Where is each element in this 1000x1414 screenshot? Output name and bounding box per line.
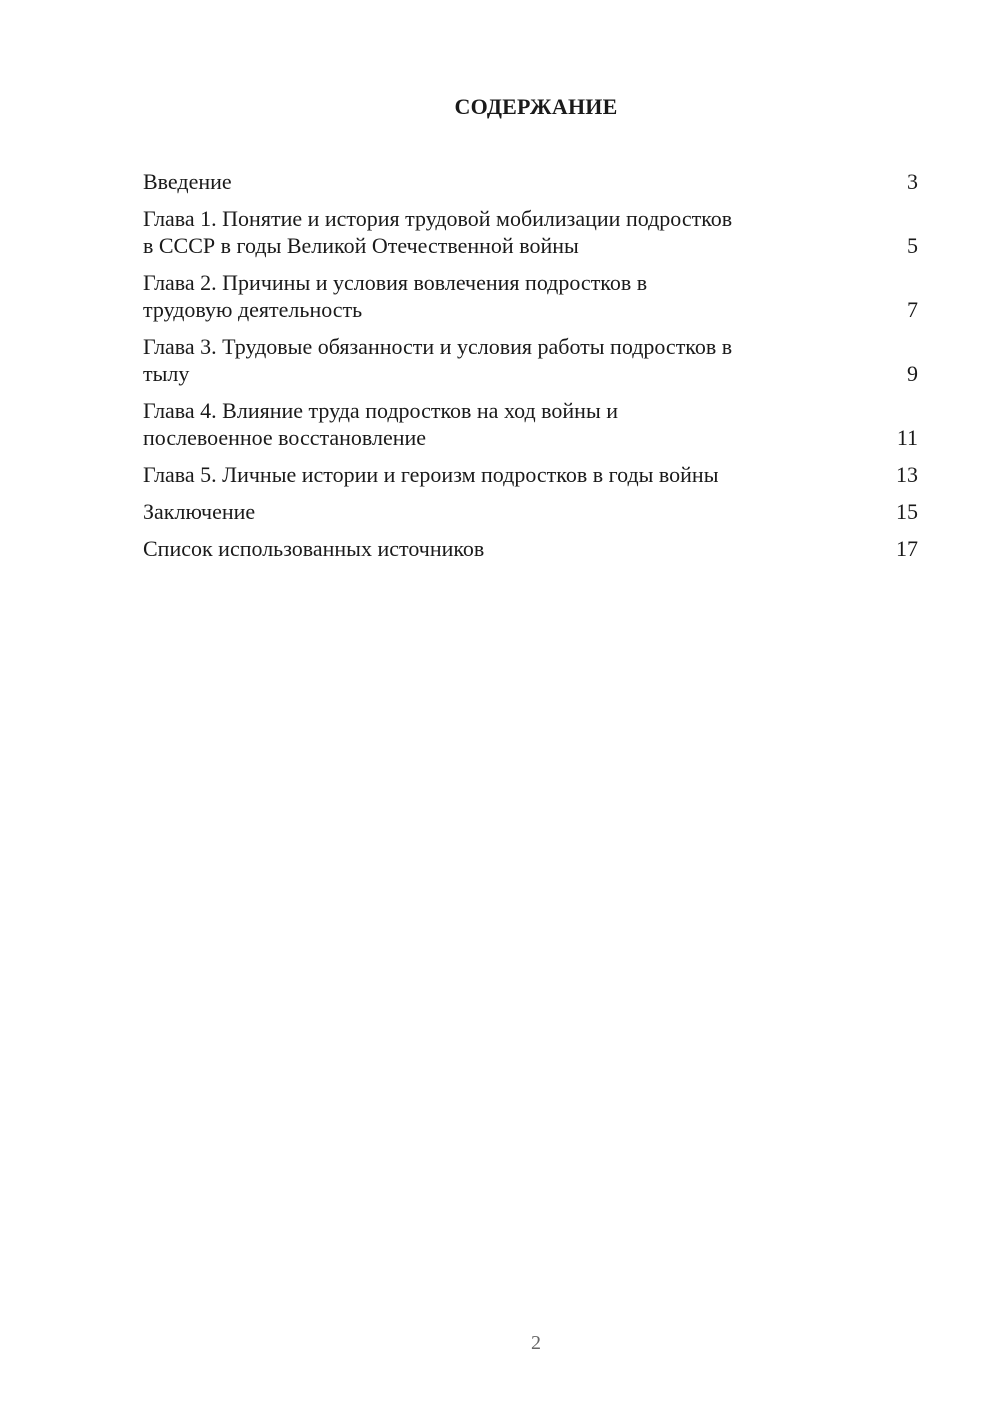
page-title: СОДЕРЖАНИЕ [454, 94, 618, 119]
toc-entry-chapter-3[interactable] [143, 333, 918, 387]
table-of-contents [143, 168, 918, 572]
toc-entry-line: Глава 2. Причины и условия вовлечения подростков в [143, 270, 648, 295]
toc-entry-line: Глава 3. Трудовые обязанности и условия работы подростков в [143, 334, 733, 359]
toc-entry-page: 17 [896, 536, 918, 561]
toc-entry-page: 3 [907, 169, 918, 194]
toc-entry-title [143, 535, 833, 562]
toc-entry-line: послевоенное восстановление [143, 425, 427, 450]
toc-entry-title [143, 333, 833, 387]
toc-entry-page: 13 [896, 462, 918, 487]
toc-entry-chapter-4[interactable] [143, 397, 918, 451]
toc-entry-page: 11 [896, 425, 918, 450]
toc-entry-references[interactable] [143, 535, 918, 562]
toc-entry-line: тылу [143, 361, 190, 386]
toc-entry-page: 7 [907, 297, 918, 322]
toc-entry-line: трудовую деятельность [143, 297, 363, 322]
toc-entry-line: Глава 1. Понятие и история трудовой мобилизации подростков [143, 206, 733, 231]
toc-entry-line: Список использованных источников [143, 536, 485, 561]
toc-entry-title [143, 168, 833, 195]
toc-entry-title [143, 461, 833, 488]
toc-entry-page: 9 [907, 361, 918, 386]
toc-entry-page: 5 [907, 233, 918, 258]
toc-entry-chapter-1[interactable] [143, 205, 918, 259]
toc-entry-line: Глава 4. Влияние труда подростков на ход войны и [143, 398, 619, 423]
toc-entry-title [143, 397, 833, 451]
toc-entry-line: Глава 5. Личные истории и героизм подростков в годы войны [143, 462, 719, 487]
toc-entry-chapter-5[interactable] [143, 461, 918, 488]
toc-entry-introduction[interactable] [143, 168, 918, 195]
toc-entry-page: 15 [896, 499, 918, 524]
toc-entry-title [143, 205, 833, 259]
toc-entry-line: Введение [143, 169, 232, 194]
toc-entry-line: в СССР в годы Великой Отечественной войны [143, 233, 579, 258]
toc-entry-title [143, 269, 833, 323]
toc-entry-title [143, 498, 833, 525]
page-number: 2 [531, 1332, 541, 1354]
toc-entry-conclusion[interactable] [143, 498, 918, 525]
toc-entry-line: Заключение [143, 499, 256, 524]
toc-entry-chapter-2[interactable] [143, 269, 918, 323]
